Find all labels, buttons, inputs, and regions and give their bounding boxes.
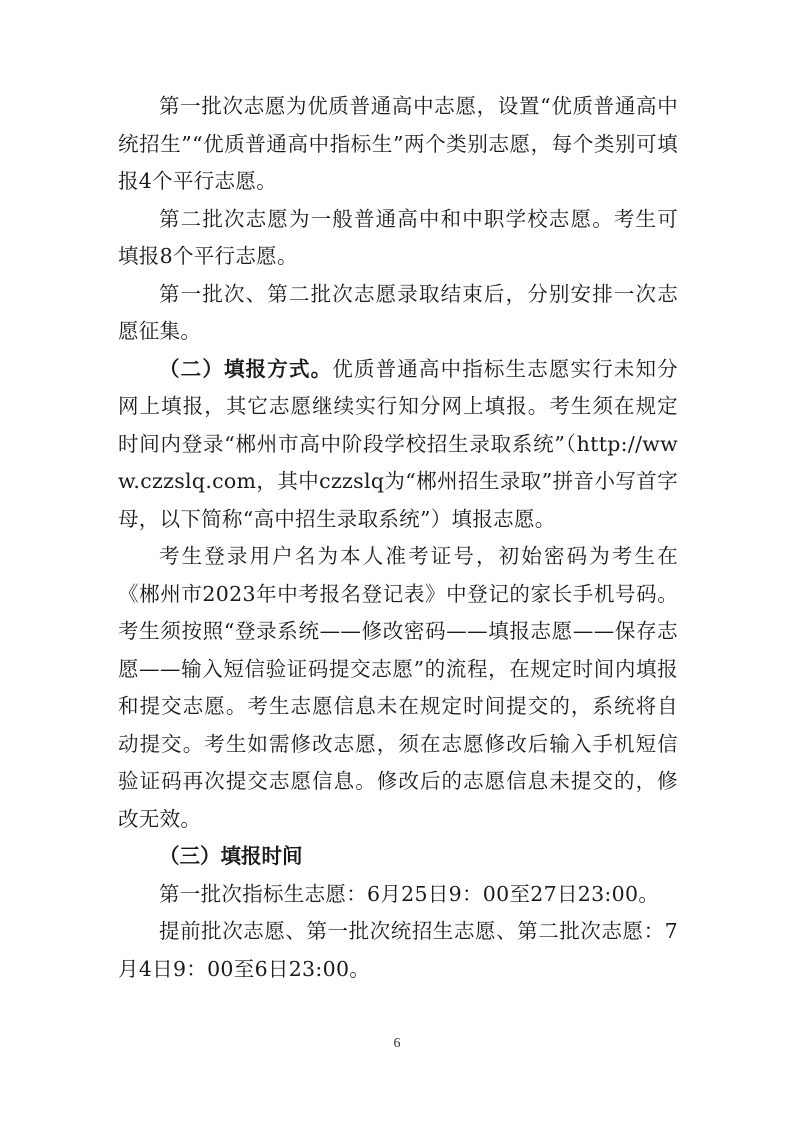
document-body bbox=[118, 88, 678, 988]
heading-text: （三）填报时间 bbox=[159, 844, 303, 868]
paragraph-time-other-batches bbox=[118, 913, 678, 988]
paragraph-second-batch bbox=[118, 201, 678, 276]
paragraph-time-first-batch bbox=[118, 876, 678, 914]
section-heading-filing-time bbox=[118, 838, 678, 876]
section-heading-filing-method: （二）填报方式。 bbox=[159, 356, 333, 381]
paragraph-text: 第二批次志愿为一般普通高中和中职学校志愿。考生可填报8个平行志愿。 bbox=[118, 206, 678, 268]
paragraph-text: 第一批次、第二批次志愿录取结束后，分别安排一次志愿征集。 bbox=[118, 281, 678, 343]
paragraph-text: 提前批次志愿、第一批次统招生志愿、第二批次志愿：7月4日9：00至6日23:00。 bbox=[118, 919, 678, 981]
paragraph-text: 第一批次志愿为优质普通高中志愿，设置“优质普通高中统招生”“优质普通高中指标生”两个类别志愿，每个类别可填报4个平行志愿。 bbox=[118, 94, 678, 193]
paragraph-text: 第一批次指标生志愿：6月25日9：00至27日23:00。 bbox=[159, 881, 660, 906]
page-number: 6 bbox=[393, 1036, 401, 1051]
paragraph-login-instructions bbox=[118, 538, 678, 838]
paragraph-filing-method bbox=[118, 351, 678, 539]
paragraph-text: 考生登录用户名为本人准考证号，初始密码为考生在《郴州市2023年中考报名登记表》中登记的家长手机号码。考生须按照“登录系统——修改密码——填报志愿——保存志愿——输入短信验证码提交志愿”的流程，在规定时间内填报和提交志愿。考生志愿信息未在规定时间提交的，系统将自动提交。考生如需修改志愿，须在志愿修改后输入手机短信验证码再次提交志愿信息。修改后的志愿信息未提交的，修改无效。 bbox=[118, 544, 678, 831]
paragraph-solicitation bbox=[118, 276, 678, 351]
paragraph-text: 优质普通高中指标生志愿实行未知分网上填报，其它志愿继续实行知分网上填报。考生须在规定时间内登录“郴州市高中阶段学校招生录取系统”（http://www.czzslq.com，其中czzslq为“郴州招生录取”拼音小写首字母，以下简称“高中招生录取系统”）填报志愿。 bbox=[118, 356, 678, 531]
paragraph-first-batch bbox=[118, 88, 678, 201]
